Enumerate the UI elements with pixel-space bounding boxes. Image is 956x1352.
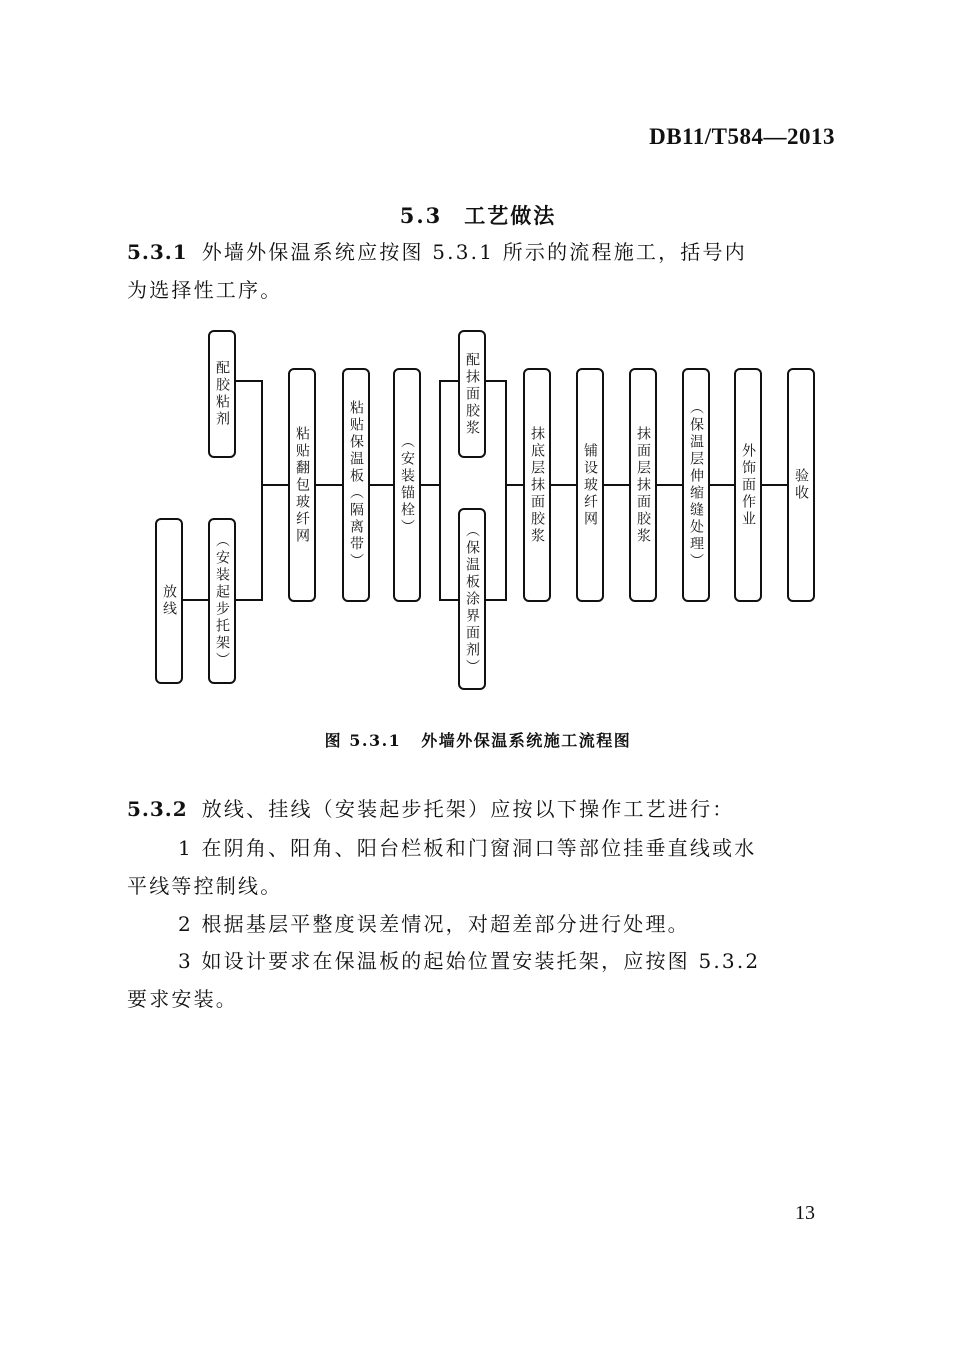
clause-number: 5.3.2 bbox=[127, 797, 188, 821]
flow-box-wai-shi-mian bbox=[734, 368, 762, 602]
section-heading bbox=[0, 200, 956, 230]
flow-box-mo-di-ceng bbox=[523, 368, 551, 602]
flow-box-pei-mo-mian-jiao-jiang bbox=[458, 330, 486, 458]
connector-line bbox=[181, 599, 209, 601]
flow-box-label: 抹底层抹面胶浆 bbox=[529, 425, 545, 545]
connector-line bbox=[234, 380, 262, 382]
clause-text: 外墙外保温系统应按图 5.3.1 所示的流程施工，括号内 bbox=[201, 240, 747, 264]
flow-box-an-zhuang-tuo-jia bbox=[208, 518, 236, 684]
section-number: 5.3 bbox=[399, 203, 443, 228]
connector-line bbox=[656, 484, 683, 486]
clause-number: 5.3.1 bbox=[127, 240, 188, 264]
connector-line bbox=[261, 484, 289, 486]
flow-box-zhan-tie-bao-wen-ban bbox=[342, 368, 370, 602]
list-item-1-line1: 1 在阴角、阳角、阳台栏板和门窗洞口等部位挂垂直线或水 bbox=[178, 836, 757, 860]
connector-line bbox=[439, 380, 441, 601]
connector-line bbox=[505, 484, 524, 486]
flow-box-label: 抹面层抹面胶浆 bbox=[635, 425, 651, 545]
flow-box-an-zhuang-mao-shuan bbox=[393, 368, 421, 602]
flow-box-label: 放线 bbox=[161, 584, 177, 618]
figure-number: 图 5.3.1 bbox=[324, 731, 402, 750]
clause-5-3-1-line1 bbox=[127, 233, 747, 271]
connector-line bbox=[486, 380, 506, 382]
connector-line bbox=[439, 380, 459, 382]
flow-box-label: 配胶粘剂 bbox=[214, 360, 230, 428]
connector-line bbox=[234, 599, 262, 601]
connector-line bbox=[603, 484, 630, 486]
connector-line bbox=[261, 380, 263, 601]
flow-box-pei-jiao-zhan-ji bbox=[208, 330, 236, 458]
document-code: DB11/T584—2013 bbox=[649, 124, 835, 149]
list-item-3-line2: 要求安装。 bbox=[127, 987, 238, 1011]
flow-box-shen-suo-feng bbox=[682, 368, 710, 602]
flow-box-fang-xian bbox=[155, 518, 183, 684]
flow-box-label: 配抹面胶浆 bbox=[464, 351, 480, 437]
flow-box-label: 验收 bbox=[793, 468, 809, 502]
flow-box-label: （安装起步托架） bbox=[214, 533, 230, 669]
flow-box-label: 粘贴翻包玻纤网 bbox=[294, 425, 310, 545]
figure-title: 外墙外保温系统施工流程图 bbox=[421, 731, 632, 750]
flow-box-pu-she-bo-xian-wang bbox=[576, 368, 604, 602]
flow-box-bao-wen-ban-tu-jie-mian-ji bbox=[458, 508, 486, 690]
connector-line bbox=[505, 380, 507, 601]
connector-line bbox=[369, 484, 394, 486]
flow-box-label: 外饰面作业 bbox=[740, 442, 756, 528]
clause-5-3-1-line2: 为选择性工序。 bbox=[127, 278, 283, 302]
flow-box-yan-shou bbox=[787, 368, 815, 602]
flow-box-label: （保温板涂界面剂） bbox=[464, 522, 480, 676]
flow-box-mo-mian-ceng bbox=[629, 368, 657, 602]
connector-line bbox=[709, 484, 735, 486]
connector-line bbox=[761, 484, 788, 486]
connector-line bbox=[314, 484, 343, 486]
connector-line bbox=[550, 484, 577, 486]
flow-box-label: 铺设玻纤网 bbox=[582, 442, 598, 528]
section-title: 工艺做法 bbox=[464, 203, 557, 228]
flow-box-label: （保温层伸缩缝处理） bbox=[688, 400, 704, 570]
clause-text: 放线、挂线（安装起步托架）应按以下操作工艺进行： bbox=[201, 797, 735, 821]
list-item-1-line2: 平线等控制线。 bbox=[127, 874, 283, 898]
flow-box-zhan-tie-fan-bao bbox=[288, 368, 316, 602]
list-item-2: 2 根据基层平整度误差情况，对超差部分进行处理。 bbox=[178, 912, 690, 936]
connector-line bbox=[486, 599, 506, 601]
connector-line bbox=[420, 484, 440, 486]
flow-box-label: （安装锚栓） bbox=[399, 434, 415, 536]
flow-box-label: 粘贴保温板（隔离带） bbox=[348, 400, 364, 570]
figure-caption bbox=[0, 728, 956, 751]
list-item-3-line1: 3 如设计要求在保温板的起始位置安装托架，应按图 5.3.2 bbox=[178, 949, 761, 973]
clause-5-3-2 bbox=[127, 790, 735, 828]
connector-line bbox=[439, 599, 459, 601]
page-number: 13 bbox=[795, 1202, 815, 1224]
